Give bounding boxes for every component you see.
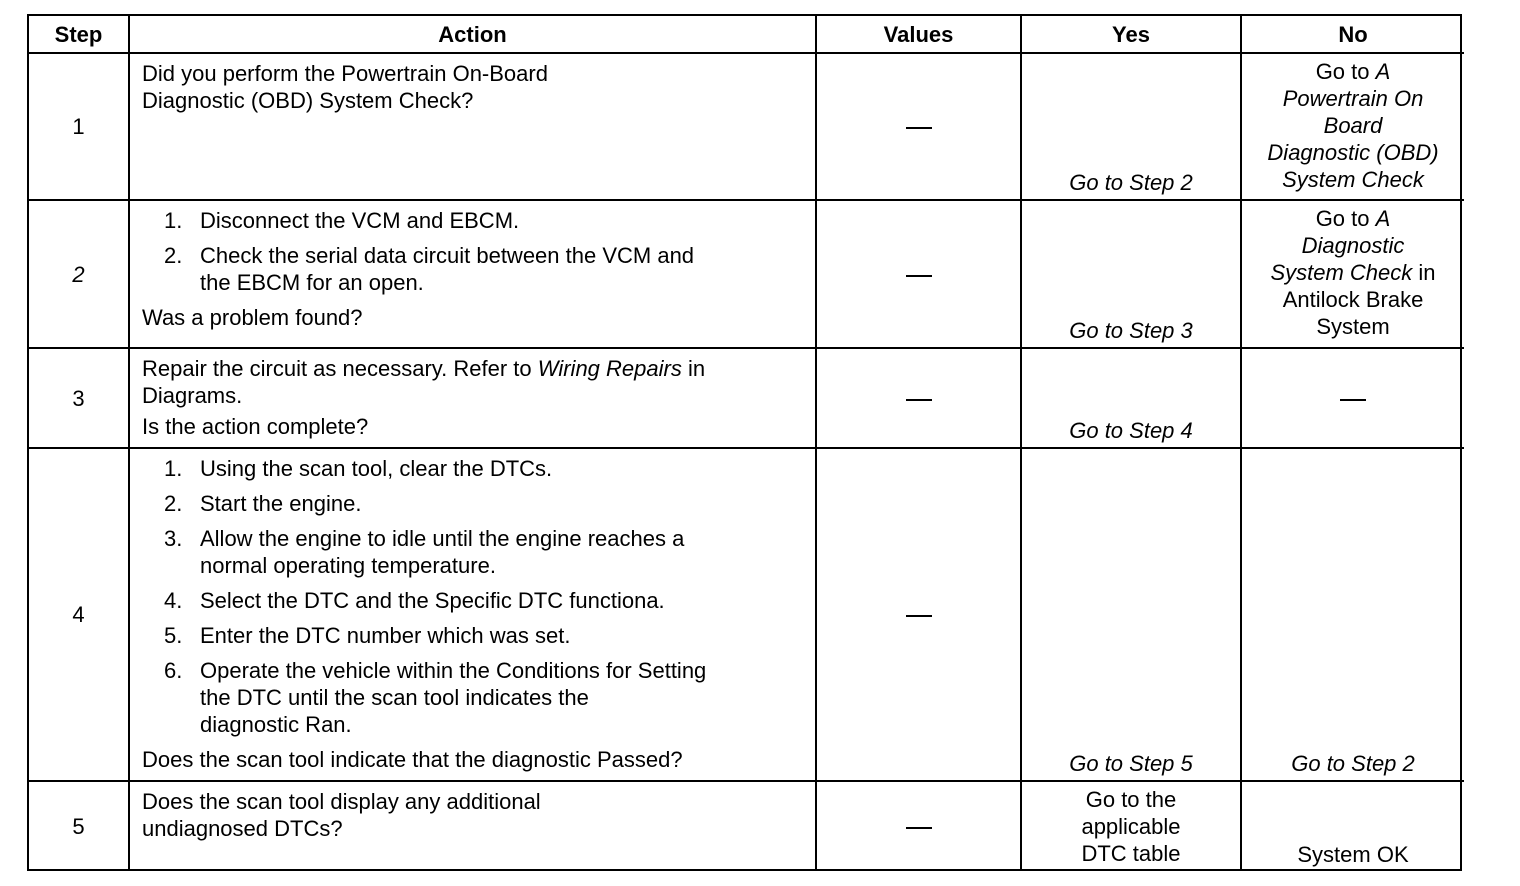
values-cell bbox=[816, 448, 1021, 781]
action-cell bbox=[129, 781, 816, 871]
list-item: 5. Enter the DTC number which was set. bbox=[164, 623, 571, 648]
action-cell bbox=[129, 448, 816, 781]
yes-cell bbox=[1021, 348, 1241, 448]
table-row bbox=[29, 448, 1464, 781]
header-values: Values bbox=[816, 16, 1021, 53]
no-cell bbox=[1241, 448, 1464, 781]
action-cell bbox=[129, 348, 816, 448]
action-text: Repair the circuit as necessary. Refer to Wiring Repairs in bbox=[142, 356, 706, 381]
list-item: 4. Select the DTC and the Specific DTC functiona. bbox=[164, 588, 665, 613]
no-link[interactable]: Go to Step 2 bbox=[1291, 751, 1415, 776]
yes-link[interactable]: Go to Step 3 bbox=[1069, 318, 1193, 343]
yes-cell bbox=[1021, 200, 1241, 348]
yes-cell bbox=[1021, 448, 1241, 781]
values-cell bbox=[816, 53, 1021, 200]
action-question: Does the scan tool indicate that the diagnostic Passed? bbox=[142, 747, 683, 772]
dash-mark bbox=[906, 399, 932, 401]
action-text: Diagrams. bbox=[142, 383, 243, 408]
list-item: 2. Start the engine. bbox=[164, 491, 362, 516]
dash-mark bbox=[906, 827, 932, 829]
header-step: Step bbox=[29, 16, 129, 53]
step-number: 1 bbox=[29, 53, 129, 200]
step-number: 5 bbox=[29, 781, 129, 871]
action-text: undiagnosed DTCs? bbox=[142, 816, 343, 841]
diagnostic-table-frame bbox=[27, 14, 1462, 871]
no-cell bbox=[1241, 200, 1464, 348]
procedure-list bbox=[142, 207, 805, 296]
values-cell bbox=[816, 348, 1021, 448]
list-item: 1. Disconnect the VCM and EBCM. bbox=[164, 208, 520, 233]
step-number: 4 bbox=[29, 448, 129, 781]
header-row bbox=[29, 16, 1464, 53]
list-item: 3. Allow the engine to idle until the engine reaches a normal operating temperature. bbox=[164, 526, 685, 578]
action-question: Was a problem found? bbox=[142, 305, 363, 330]
dash-mark bbox=[1340, 399, 1366, 401]
step-number: 3 bbox=[29, 348, 129, 448]
table-row bbox=[29, 53, 1464, 200]
header-action: Action bbox=[129, 16, 816, 53]
table-row bbox=[29, 348, 1464, 448]
step-number: 2 bbox=[29, 200, 129, 348]
values-cell bbox=[816, 200, 1021, 348]
action-text: Did you perform the Powertrain On-Board bbox=[142, 61, 548, 86]
yes-link[interactable]: Go to Step 2 bbox=[1069, 170, 1193, 195]
action-question: Is the action complete? bbox=[142, 414, 369, 439]
no-cell bbox=[1241, 348, 1464, 448]
yes-link[interactable]: Go to Step 5 bbox=[1069, 751, 1193, 776]
wiring-repairs-link[interactable]: Wiring Repairs bbox=[537, 356, 682, 381]
no-result: System OK bbox=[1297, 842, 1409, 867]
table-row bbox=[29, 781, 1464, 871]
no-cell bbox=[1241, 781, 1464, 871]
list-item: 6. Operate the vehicle within the Conditions for Setting the DTC until the scan tool indicates the diagnostic Ran. bbox=[164, 658, 707, 737]
diagnostic-table bbox=[29, 16, 1464, 871]
dash-mark bbox=[906, 127, 932, 129]
no-link[interactable]: Go to A Powertrain On Board Diagnostic (OBD) System Check bbox=[1267, 59, 1439, 192]
action-text: Diagnostic (OBD) System Check? bbox=[142, 88, 474, 113]
header-yes: Yes bbox=[1021, 16, 1241, 53]
list-item: 1. Using the scan tool, clear the DTCs. bbox=[164, 456, 553, 481]
yes-cell bbox=[1021, 53, 1241, 200]
action-cell bbox=[129, 53, 816, 200]
table-row bbox=[29, 200, 1464, 348]
no-link[interactable]: Go to A Diagnostic System Check in Antilock Brake System bbox=[1270, 206, 1436, 339]
yes-link[interactable]: Go to the applicable DTC table bbox=[1081, 787, 1181, 866]
dash-mark bbox=[906, 275, 932, 277]
list-item: 2. Check the serial data circuit between the VCM and the EBCM for an open. bbox=[164, 243, 695, 295]
yes-cell bbox=[1021, 781, 1241, 871]
header-no: No bbox=[1241, 16, 1464, 53]
dash-mark bbox=[906, 615, 932, 617]
action-cell bbox=[129, 200, 816, 348]
no-cell bbox=[1241, 53, 1464, 200]
procedure-list bbox=[142, 455, 805, 738]
yes-link[interactable]: Go to Step 4 bbox=[1069, 418, 1193, 443]
values-cell bbox=[816, 781, 1021, 871]
action-text: Does the scan tool display any additional bbox=[142, 789, 541, 814]
